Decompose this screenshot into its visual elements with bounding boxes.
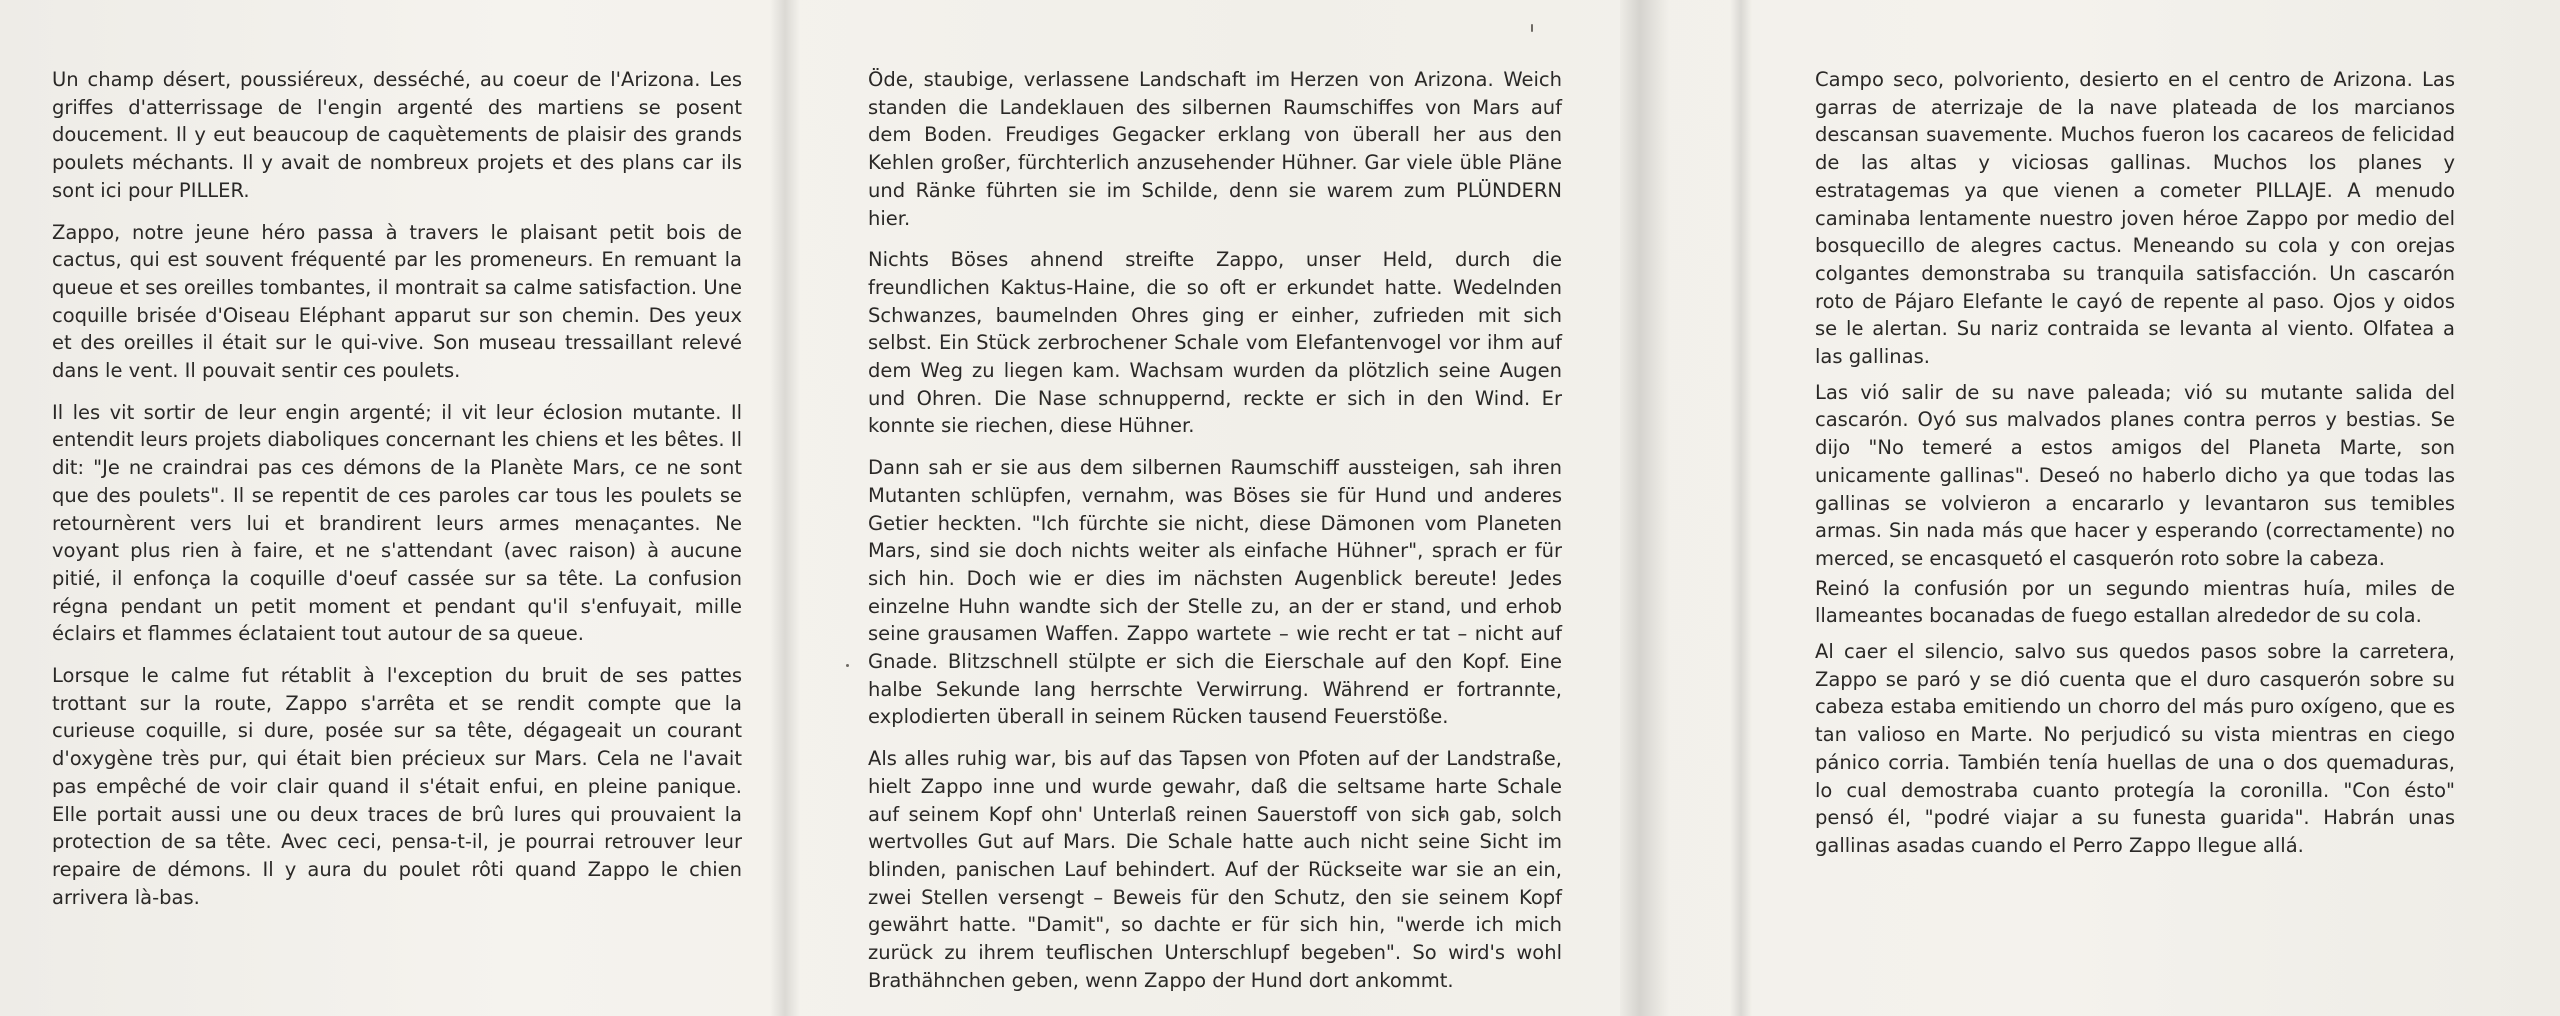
spanish-page: [1815, 66, 2455, 868]
spanish-paragraph-3: Reinó la confusión por un segundo mientras huía, miles de llameantes bocanadas de fuego estallan alrededor de su cola.: [1815, 576, 2455, 628]
spanish-paragraph-2: Las vió salir de su nave paleada; vió su mutante salida del cascarón. Oyó sus malvados planes contra perros y bestias. Se dijo "No temeré a estos amigos del Planeta Marte, son unicamente gallinas". Deseó no haberlo dicho ya que todas las gallinas se volvieron a encararlo y levantaron sus temibles armas. Sin nada más que hacer y esperando (correctamente) no merced, se encasquetó el casquerón roto sobre la cabeza.: [1815, 380, 2455, 570]
paper-mark: [846, 664, 849, 667]
page-fold: [770, 0, 800, 1016]
french-paragraph-1: Un champ désert, poussiéreux, desséché, au coeur de l'Arizona. Les griffes d'atterrissage de l'engin argenté des martiens se posent doucement. Il y eut beaucoup de caquètements de plaisir des grands poulets méchants. Il y avait de nombreux projets et des plans car ils sont ici pour PILLER.: [52, 68, 742, 202]
paper-mark: [1531, 24, 1533, 32]
french-paragraph-3: Il les vit sortir de leur engin argenté; il vit leur éclosion mutante. Il entendit leurs projets diaboliques concernant les chiens et les bêtes. Il dit: "Je ne craindrai pas ces démons de la Planète Mars, ce ne sont que des poulets". Il se repentit de ces paroles car tous les poulets se retournèrent vers lui et brandirent leurs armes menaçantes. Ne voyant plus rien à faire, et ne s'attendant (avec raison) à aucune pitié, il enfonça la coquille d'oeuf cassée sur sa tête. La confusion régna pendant un petit moment et pendant qu'il s'enfuyait, mille éclairs et flammes éclataient tout autour de sa queue.: [52, 400, 742, 646]
spanish-paragraph-4: Al caer el silencio, salvo sus quedos pasos sobre la carretera, Zappo se paró y se dió cuenta que el duro casquerón sobre su cabeza estaba emitiendo un chorro del más puro oxígeno, que es tan valioso en Marte. No perjudicó su vista mientras en ciego pánico corria. También tenía huellas de una o dos quemaduras, lo cual demostraba cuanto protegía la coronilla. "Con ésto" pensó él, "podré viajar a su funesta guarida". Habrán unas gallinas asadas cuando el Perro Zappo llegue allá.: [1815, 640, 2455, 857]
german-paragraph-3: Dann sah er sie aus dem silbernen Raumschiff aussteigen, sah ihren Mutanten schlüpfen, vernahm, was Böses sie für Hund und anderes Getier heckten. "Ich fürchte sie nicht, diese Dämonen vom Planeten Mars, sind sie doch nichts weiter als einfache Hühner", sprach er für sich hin. Doch wie er dies im nächsten Augenblick bereute! Jedes einzelne Huhn wandte sich der Stelle zu, an der er stand, und erhob seine grausamen Waffen. Zappo wartete – wie recht er tat – nicht auf Gnade. Blitzschnell stülpte er sich die Eierschale auf den Kopf. Eine halbe Sekunde lang herrschte Verwirrung. Während er fortrannte, explodierten überall in seinem Rücken tausend Feuerstöße.: [868, 456, 1562, 729]
german-paragraph-2: Nichts Böses ahnend streifte Zappo, unser Held, durch die freundlichen Kaktus-Haine, die so oft er erkundet hatte. Wedelnden Schwanzes, baumelnden Ohres ging er einher, zufrieden mit sich selbst. Ein Stück zerbrochener Schale vom Elefantenvogel vor ihm auf dem Weg zu liegen kam. Wachsam wurden da plötzlich seine Augen und Ohren. Die Nase schnuppernd, reckte er sich in den Wind. Er konnte sie riechen, diese Hühner.: [868, 248, 1562, 438]
french-paragraph-2: Zappo, notre jeune héro passa à travers le plaisant petit bois de cactus, qui est souvent fréquenté par les promeneurs. En remuant la queue et ses oreilles tombantes, il montrait sa calme satisfaction. Une coquille brisée d'Oiseau Eléphant apparut sur son chemin. Des yeux et des oreilles il était sur le qui-vive. Son museau tressaillant relevé dans le vent. Il pouvait sentir ces poulets.: [52, 220, 742, 383]
page-fold: [1730, 0, 1752, 1016]
spanish-paragraph-1: Campo seco, polvoriento, desierto en el centro de Arizona. Las garras de aterrizaje de la nave plateada de los marcianos descansan suavemente. Muchos fueron los cacareos de felicidad de las altas y viciosas gallinas. Muchos los planes y estratagemas ya que vienen a cometer PILLAJE. A menudo caminaba lentamente nuestro joven héroe Zappo por medio del bosquecillo de alegres cactus. Meneando su cola y con orejas colgantes demonstraba su tranquila satisfacción. Un cascarón roto de Pájaro Elefante le cayó de repente al paso. Ojos y oidos se le alertan. Su nariz contraida se levanta al viento. Olfatea a las gallinas.: [1815, 68, 2455, 369]
french-paragraph-4: Lorsque le calme fut rétablit à l'exception du bruit de ses pattes trottant sur la route, Zappo s'arrêta et se rendit compte que la curieuse coquille, si dure, posée sur sa tête, dégageait un courant d'oxygène très pur, qui était bien précieux sur Mars. Cela ne l'avait pas empêché de voir clair quand il s'était enfui, en pleine panique. Elle portait aussi une ou deux traces de brû lures qui prouvaient la protection de sa tête. Avec ceci, pensa-t-il, je pourrai retrouver leur repaire de démons. Il y aura du poulet rôti quand Zappo le chien arrivera là-bas.: [52, 664, 742, 909]
page-fold: [1620, 0, 1670, 1016]
german-paragraph-1: Öde, staubige, verlassene Landschaft im Herzen von Arizona. Weich standen die Landeklauen des silbernen Raumschiffes von Mars auf dem Boden. Freudiges Gegacker erklang von überall her aus den Kehlen großer, fürchterlich anzusehender Hühner. Gar viele üble Pläne und Ränke führten sie im Schilde, denn sie warem zum PLÜNDERN hier.: [868, 68, 1562, 230]
german-page: [868, 66, 1562, 1009]
german-paragraph-4: Als alles ruhig war, bis auf das Tapsen von Pfoten auf der Landstraße, hielt Zappo inne und wurde gewahr, daß die seltsame harte Schale auf seinem Kopf ohn' Unterlaß reinen Sauerstoff von sich gab, solch wertvolles Gut auf Mars. Die Schale hatte auch nicht seine Sicht im blinden, panischen Lauf behindert. Auf der Rückseite war sie an ein, zwei Stellen versengt – Beweis für den Schutz, den sie seinem Kopf gewährt hatte. "Damit", so dachte er für sich hin, "werde ich mich zurück zu ihrem teuflischen Unterschlupf begeben". So wird's wohl Brathähnchen geben, wenn Zappo der Hund dort ankommt.: [868, 747, 1562, 992]
french-page: [52, 66, 742, 925]
